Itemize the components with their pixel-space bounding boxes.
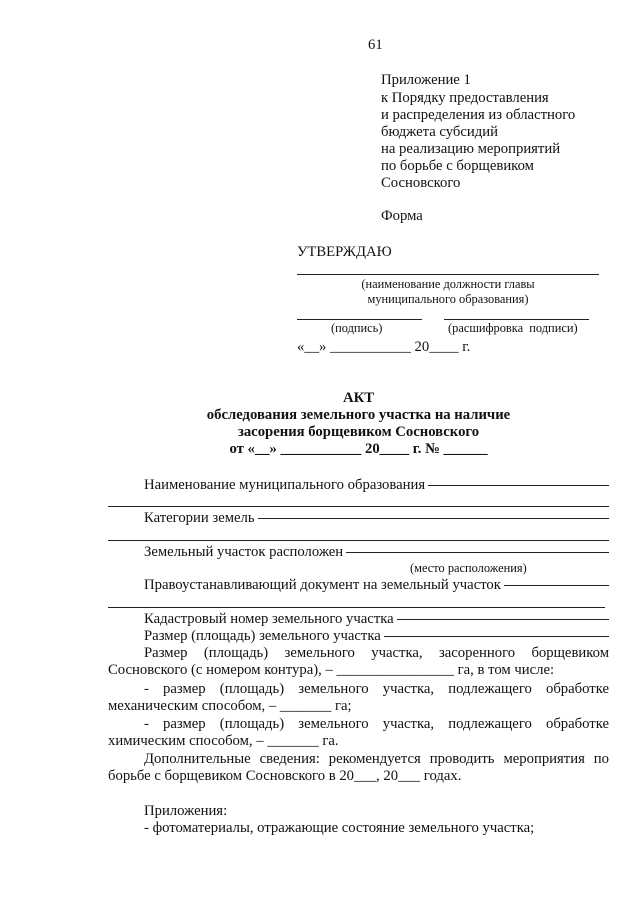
appendix-line-1: Приложение 1	[381, 72, 471, 88]
act-subtitle-2: засорения борщевиком Сосновского	[237, 424, 480, 440]
field-municipality-line	[428, 485, 609, 486]
appendix-line-4: бюджета субсидий	[381, 124, 498, 140]
field-municipality-label: Наименование муниципального образования	[144, 477, 426, 493]
additional-line-2: борьбе с борщевиком Сосновского в 20___, 20___ годах.	[108, 768, 462, 784]
field-municipality	[144, 477, 609, 494]
infested-line-2: Сосновского (с номером контура), – ________________ га, в том числе:	[108, 662, 555, 678]
approval-date-line: «__» ___________ 20____ г.	[297, 339, 471, 355]
location-caption: (место расположения)	[410, 561, 527, 575]
field-title-document-label: Правоустанавливающий документ на земельный участок	[144, 577, 501, 593]
act-subtitle-1: обследования земельного участка на наличие	[206, 407, 511, 423]
position-line	[297, 274, 599, 275]
field-cadastral-line	[397, 619, 609, 620]
field-land-category-line	[258, 518, 609, 519]
additional-line-1: Дополнительные сведения: рекомендуется проводить мероприятия по	[144, 751, 609, 767]
field-cadastral-label: Кадастровый номер земельного участка	[144, 611, 394, 627]
page-number: 61	[368, 37, 383, 53]
approval-title: УТВЕРЖДАЮ	[297, 244, 392, 260]
mechanical-line-1: - размер (площадь) земельного участка, подлежащего обработке	[144, 681, 609, 697]
field-area	[144, 628, 609, 645]
act-title: АКТ	[342, 390, 375, 406]
field-area-label: Размер (площадь) земельного участка	[144, 628, 381, 644]
position-caption-2: муниципального образования)	[367, 292, 529, 306]
attachments-title: Приложения:	[144, 803, 228, 819]
appendix-line-5: на реализацию мероприятий	[381, 141, 561, 157]
chemical-line-2: химическим способом, – _______ га.	[108, 733, 339, 749]
appendix-line-7: Сосновского	[381, 175, 461, 191]
field-title-document	[144, 577, 609, 594]
chemical-line-1: - размер (площадь) земельного участка, подлежащего обработке	[144, 716, 609, 732]
signature-caption: (подпись)	[331, 321, 383, 335]
mechanical-line-2: механическим способом, – _______ га;	[108, 698, 352, 714]
appendix-line-3: и распределения из областного	[381, 107, 576, 123]
blank-line-2	[108, 540, 609, 541]
appendix-line-2: к Порядку предоставления	[381, 90, 549, 106]
position-caption-1: (наименование должности главы	[361, 277, 535, 291]
blank-line-3	[108, 607, 605, 608]
field-cadastral	[144, 611, 609, 628]
decode-caption: (расшифровка подписи)	[448, 321, 578, 335]
form-label: Форма	[381, 208, 423, 224]
field-title-document-line	[504, 585, 609, 586]
signature-line	[297, 319, 422, 320]
field-location-line	[346, 552, 609, 553]
field-location-label: Земельный участок расположен	[144, 544, 344, 560]
field-location	[144, 544, 609, 561]
field-area-line	[384, 636, 609, 637]
infested-line-1: Размер (площадь) земельного участка, засоренного борщевиком	[144, 645, 609, 661]
decode-line	[444, 319, 589, 320]
field-land-category	[144, 510, 609, 527]
attachments-item-1: - фотоматериалы, отражающие состояние земельного участка;	[144, 820, 535, 836]
blank-line-1	[108, 506, 609, 507]
act-date-line: от «__» ___________ 20____ г. № ______	[229, 441, 488, 457]
appendix-line-6: по борьбе с борщевиком	[381, 158, 534, 174]
field-land-category-label: Категории земель	[144, 510, 255, 526]
